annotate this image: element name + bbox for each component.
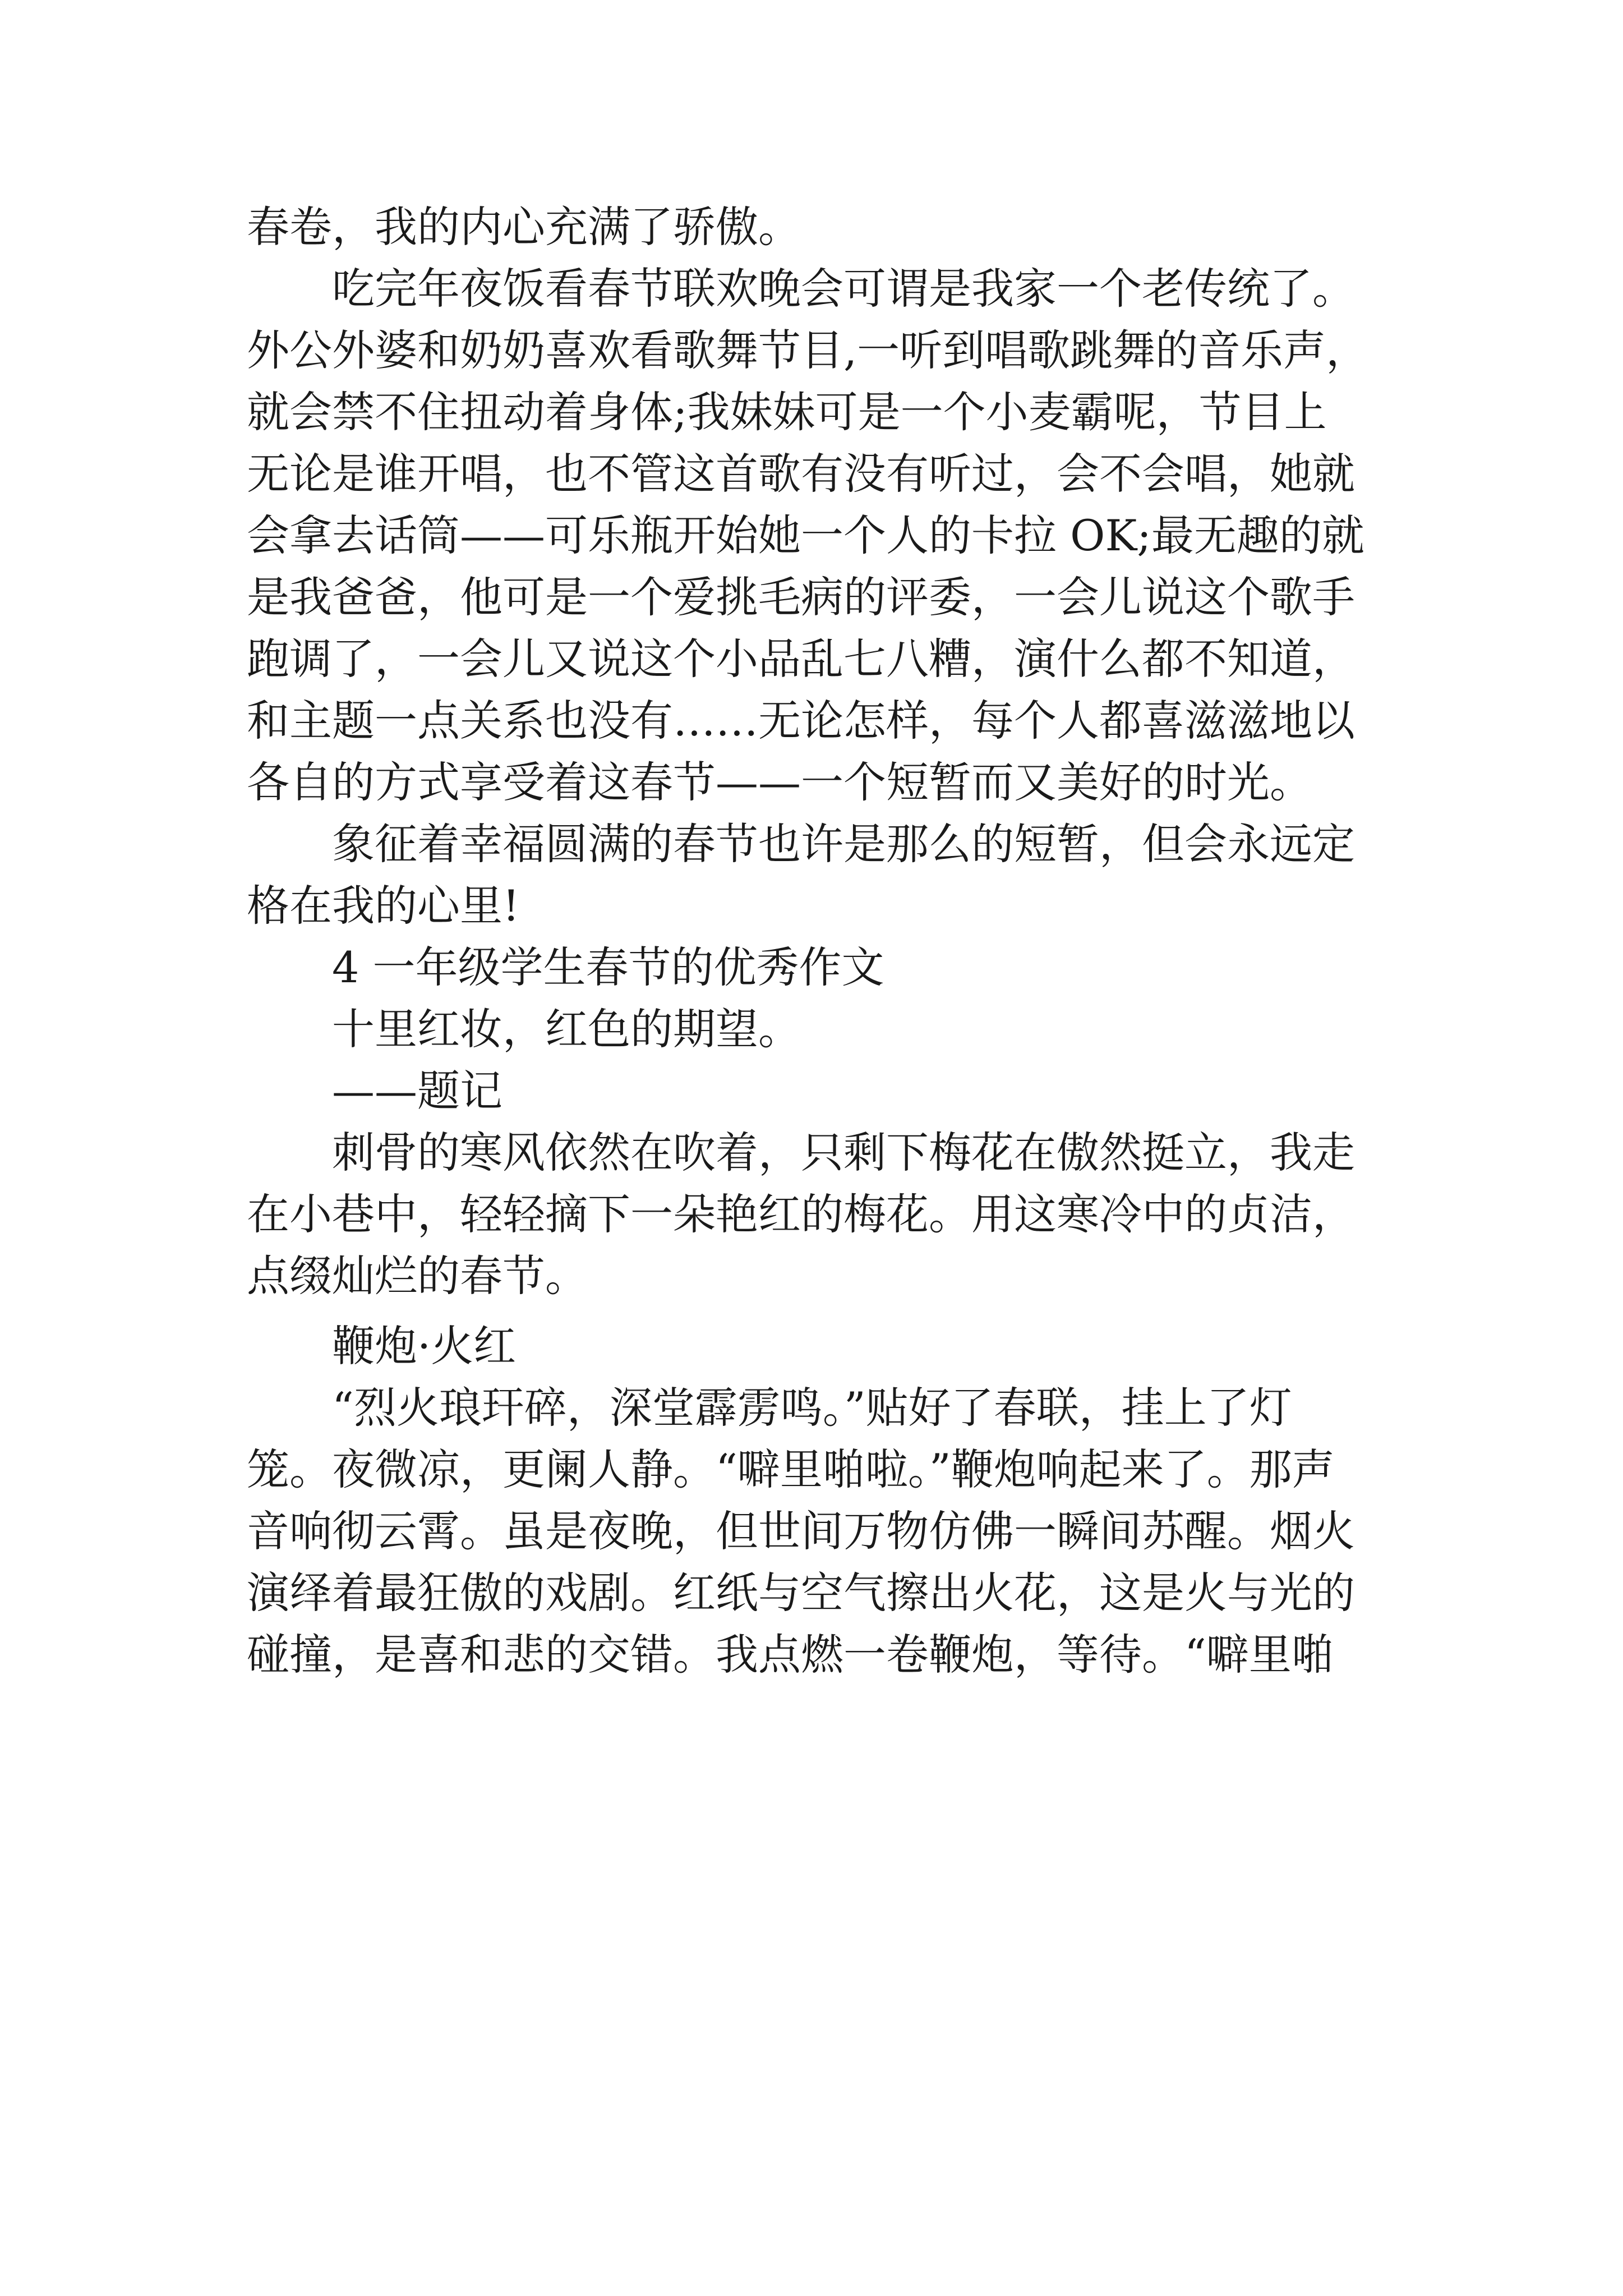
- paragraph-start-line: 刺骨的寒风依然在吹着，只剩下梅花在傲然挺立，我走: [332, 1128, 1355, 1177]
- text-line: 碰撞，是喜和悲的交错。我点燃一卷鞭炮，等待。“噼里啪: [247, 1630, 1334, 1680]
- section-heading: 4 一年级学生春节的优秀作文: [332, 942, 884, 992]
- text-line: 就会禁不住扭动着身体;我妹妹可是一个小麦霸呢，节目上: [247, 387, 1327, 437]
- subsection-heading: 鞭炮·火红: [332, 1321, 517, 1371]
- text-line: 跑调了，一会儿又说这个小品乱七八糟，演什么都不知道，: [247, 634, 1355, 684]
- text-line: 在小巷中，轻轻摘下一朵艳红的梅花。用这寒冷中的贞洁，: [247, 1189, 1355, 1239]
- text-line: 各自的方式享受着这春节——一个短暂而又美好的时光。: [247, 757, 1312, 807]
- text-line: 外公外婆和奶奶喜欢看歌舞节目,一听到唱歌跳舞的音乐声，: [247, 325, 1369, 375]
- paragraph-start-line: “烈火琅玕碎，深堂霹雳鸣。”贴好了春联，挂上了灯: [332, 1383, 1292, 1433]
- text-line: 点缀灿烂的春节。: [247, 1251, 588, 1301]
- epigraph-line: 十里红妆，红色的期望。: [332, 1004, 801, 1054]
- paragraph-start-line: 象征着幸福圆满的春节也许是那么的短暂，但会永远定: [332, 819, 1355, 869]
- text-line: 格在我的心里!: [247, 881, 520, 931]
- text-line: 会拿去话筒——可乐瓶开始她一个人的卡拉 OK;最无趣的就: [247, 510, 1364, 560]
- text-line: 演绎着最狂傲的戏剧。红纸与空气擦出火花，这是火与光的: [247, 1568, 1355, 1618]
- text-line: 是我爸爸，他可是一个爱挑毛病的评委，一会儿说这个歌手: [247, 572, 1355, 622]
- text-line: 音响彻云霄。虽是夜晚，但世间万物仿佛一瞬间苏醒。烟火: [247, 1506, 1355, 1556]
- text-line: 春卷，我的内心充满了骄傲。: [247, 202, 801, 252]
- text-line: 无论是谁开唱，也不管这首歌有没有听过，会不会唱，她就: [247, 449, 1355, 499]
- paragraph-start-line: 吃完年夜饭看春节联欢晚会可谓是我家一个老传统了。: [332, 264, 1355, 314]
- text-line: 笼。夜微凉，更阑人静。“噼里啪啦。”鞭炮响起来了。那声: [247, 1444, 1335, 1494]
- epigraph-attribution: ——题记: [332, 1066, 502, 1116]
- text-line: 和主题一点关系也没有……无论怎样，每个人都喜滋滋地以: [247, 696, 1355, 746]
